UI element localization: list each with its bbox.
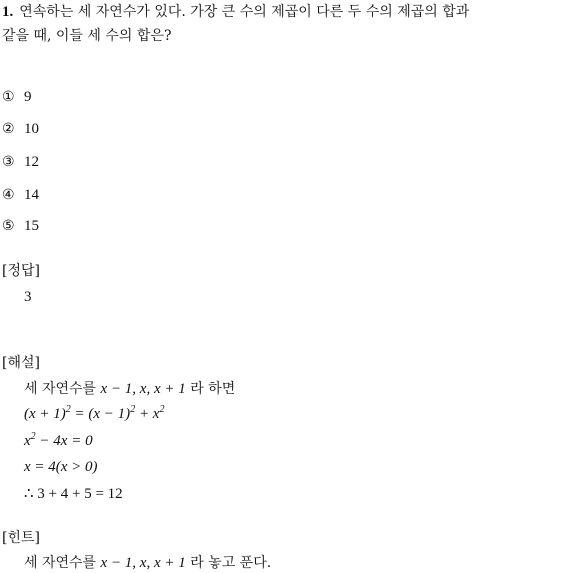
hint-line — [24, 553, 271, 573]
choice-1-value: 9 — [24, 89, 32, 105]
eq1-exp-2: 2 — [130, 404, 136, 415]
question-line-1 — [2, 2, 469, 22]
choice-2[interactable] — [2, 119, 39, 139]
explanation-line-1-text: 세 자연수를 — [24, 381, 97, 397]
choice-1-mark: ① — [2, 89, 15, 105]
choice-2-mark: ② — [2, 121, 15, 137]
hint-label: [힌트] — [2, 530, 40, 546]
eq2-exp: 2 — [30, 431, 36, 442]
question-number: 1. — [2, 4, 14, 20]
explanation-line-1 — [24, 379, 235, 399]
choice-5-mark: ⑤ — [2, 218, 15, 234]
eq2-part-a: x — [24, 433, 31, 449]
hint-math: x − 1, x, x + 1 — [100, 555, 186, 571]
choice-2-value: 10 — [24, 121, 39, 137]
eq1-exp-1: 2 — [65, 404, 71, 415]
choice-1[interactable] — [2, 87, 32, 107]
choice-5[interactable] — [2, 216, 39, 236]
explanation-equation-1 — [24, 404, 164, 424]
answer-label: [정답] — [2, 263, 40, 279]
explanation-line-1-math: x − 1, x, x + 1 — [100, 381, 186, 397]
question-text-1: 연속하는 세 자연수가 있다. 가장 큰 수의 제곱이 다른 두 수의 제곱의 합과 — [19, 4, 470, 20]
question-line-2: 같을 때, 이들 세 수의 합은? — [2, 28, 172, 44]
explanation-label: [해설] — [2, 355, 40, 371]
answer-value: 3 — [24, 289, 32, 305]
choice-4-value: 14 — [24, 187, 39, 203]
hint-tail: 라 놓고 푼다. — [190, 555, 272, 571]
eq1-part-c: + x — [135, 406, 160, 422]
choice-5-value: 15 — [24, 218, 39, 234]
hint-text: 세 자연수를 — [24, 555, 97, 571]
explanation-line-1-tail: 라 하면 — [190, 381, 236, 397]
choice-4-mark: ④ — [2, 187, 15, 203]
eq1-exp-3: 2 — [159, 404, 165, 415]
explanation-equation-2 — [24, 431, 93, 451]
eq2-part-b: − 4x = 0 — [35, 433, 93, 449]
choice-4[interactable] — [2, 185, 39, 205]
explanation-equation-4: ∴ 3 + 4 + 5 = 12 — [24, 486, 123, 502]
eq1-part-a: (x + 1) — [24, 406, 66, 422]
choice-3-mark: ③ — [2, 154, 15, 170]
explanation-equation-3: x = 4(x > 0) — [24, 459, 98, 475]
eq1-part-b: = (x − 1) — [70, 406, 131, 422]
choice-3[interactable] — [2, 152, 39, 172]
choice-3-value: 12 — [24, 154, 39, 170]
